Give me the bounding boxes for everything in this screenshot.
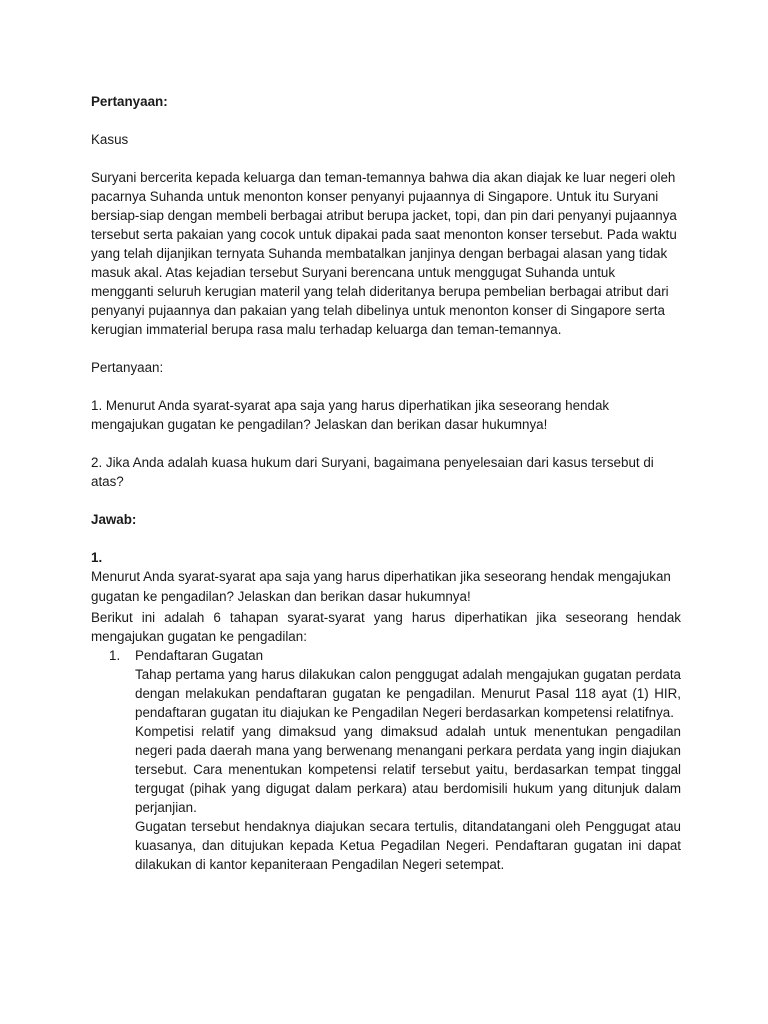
question-2: 2. Jika Anda adalah kuasa hukum dari Suryani, bagaimana penyelesaian dari kasus tersebut di atas? — [91, 455, 654, 489]
answer-label: Jawab: — [91, 512, 137, 527]
question-1: 1. Menurut Anda syarat-syarat apa saja yang harus diperhatikan jika seseorang hendak mengajukan gugatan ke pengadilan? Jelaskan dan berikan dasar hukumnya! — [91, 398, 610, 432]
steps-list — [91, 646, 681, 874]
step-paragraph: Kompetisi relatif yang dimaksud yang dimaksud adalah untuk menentukan pengadilan negeri pada daerah mana yang berwenang menangani perkara perdata yang ingin diajukan tersebut. Cara menentukan kompetensi relatif tersebut yaitu, berdasarkan tempat tinggal tergugat (pihak yang digugat dalam perkara) atau berdomisili hukum yang ditunjuk dalam perjanjian. — [135, 724, 681, 815]
answer-intro: Berikut ini adalah 6 tahapan syarat-syarat yang harus diperhatikan jika seseorang hendak mengajukan gugatan ke pengadilan: — [91, 610, 681, 644]
answer-number: 1. — [91, 550, 103, 565]
list-item — [91, 646, 681, 874]
questions-label: Pertanyaan: — [91, 360, 164, 375]
case-label: Kasus — [91, 132, 129, 147]
document-page — [91, 92, 681, 874]
step-number: 1. — [109, 648, 121, 663]
step-paragraph: Tahap pertama yang harus dilakukan calon penggugat adalah mengajukan gugatan perdata dengan melakukan pendaftaran gugatan ke pengadilan. Menurut Pasal 118 ayat (1) HIR, pendaftaran gugatan itu diajukan ke Pengadilan Negeri berdasarkan kompetensi relatifnya. — [135, 667, 681, 720]
step-title: Pendaftaran Gugatan — [135, 648, 264, 663]
answer-question-repeat: Menurut Anda syarat-syarat apa saja yang harus diperhatikan jika seseorang hendak mengajukan gugatan ke pengadilan? Jelaskan dan berikan dasar hukumnya! — [91, 569, 671, 604]
step-paragraph: Gugatan tersebut hendaknya diajukan secara tertulis, ditandatangani oleh Penggugat atau kuasanya, dan ditujukan kepada Ketua Pegadilan Negeri. Pendaftaran gugatan ini dapat dilakukan di kantor kepaniteraan Pengadilan Negeri setempat. — [135, 819, 681, 872]
case-text: Suryani bercerita kepada keluarga dan teman-temannya bahwa dia akan diajak ke luar negeri oleh pacarnya Suhanda untuk menonton konser penyanyi pujaannya di Singapore. Untuk itu Suryani bersiap-siap dengan membeli berbagai atribut berupa jacket, topi, dan pin dari penyanyi pujaannya tersebut serta pakaian yang cocok untuk dipakai pada saat menonton konser tersebut. Pada waktu yang telah dijanjikan ternyata Suhanda membatalkan janjinya dengan berbagai alasan yang tidak masuk akal. Atas kejadian tersebut Suryani berencana untuk menggugat Suhanda untuk mengganti seluruh kerugian materil yang telah dideritanya berupa pembelian berbagai atribut dari penyanyi pujaannya dan pakaian yang telah dibelinya untuk menonton konser di Singapore serta kerugian immaterial berupa rasa malu terhadap keluarga dan teman-temannya. — [91, 170, 677, 337]
page-heading: Pertanyaan: — [91, 94, 168, 109]
